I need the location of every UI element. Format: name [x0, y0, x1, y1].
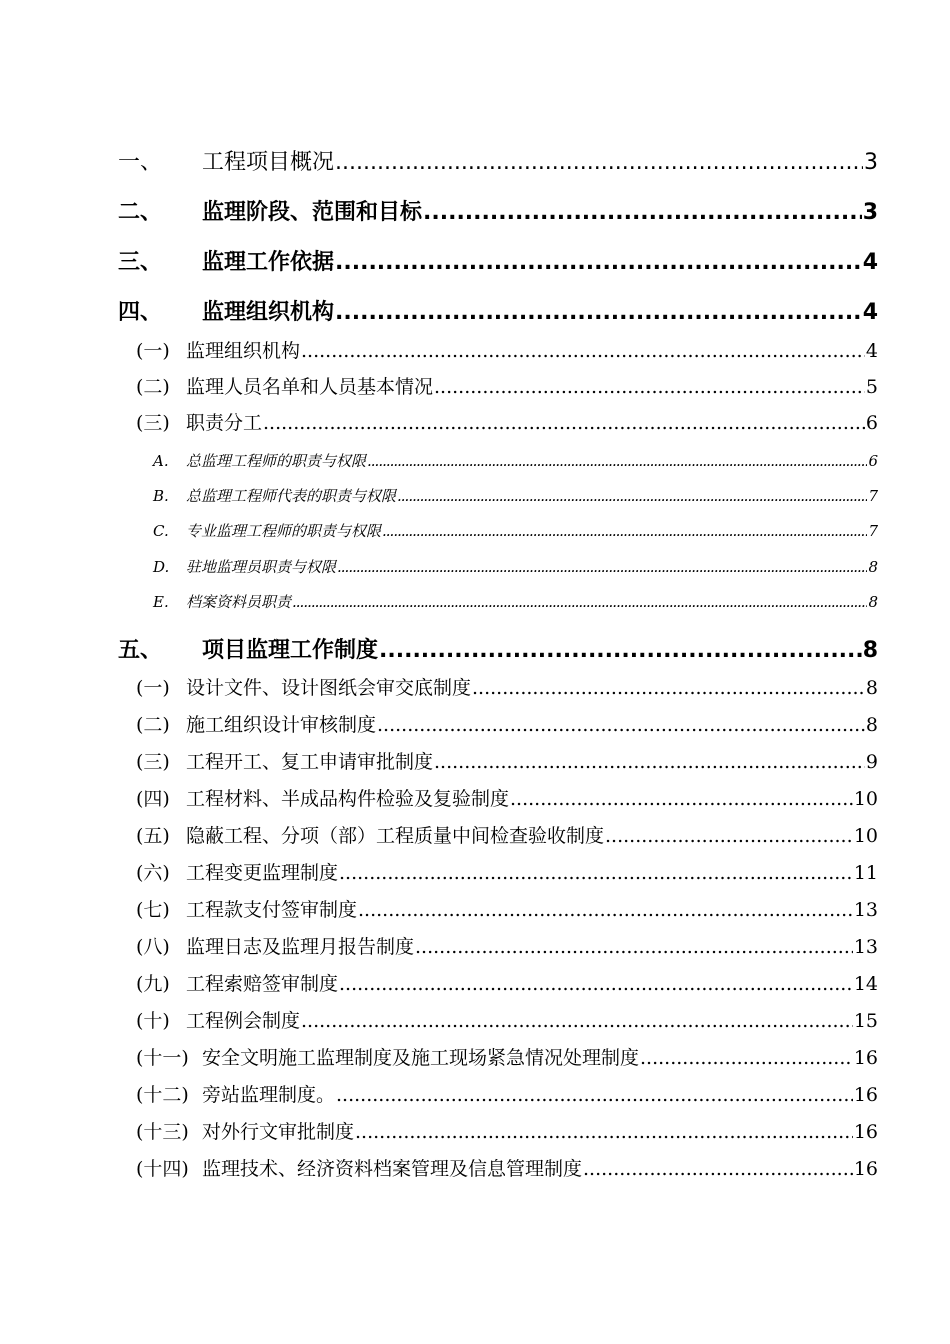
toc-number: 二、	[118, 200, 163, 225]
toc-title: 对外行文审批制度	[202, 1121, 355, 1143]
toc-page-number: 16	[853, 1121, 878, 1143]
toc-entry-5-3[interactable]	[136, 748, 878, 776]
dot-leader	[367, 449, 867, 473]
toc-title: 监理阶段、范围和目标	[202, 200, 423, 225]
toc-page-number: 5	[865, 376, 878, 398]
dot-leader	[335, 248, 862, 278]
dot-leader	[472, 674, 865, 702]
toc-entry-4-3-e[interactable]	[153, 590, 878, 614]
toc-number: (三)	[136, 412, 170, 434]
toc-page-number: 13	[853, 936, 878, 958]
toc-entry-1[interactable]	[118, 148, 878, 178]
toc-number: (十四)	[136, 1158, 189, 1180]
toc-number: 一、	[118, 150, 163, 175]
toc-page-number: 3	[862, 200, 878, 225]
dot-leader	[510, 785, 853, 813]
toc-title: 工程材料、半成品构件检验及复验制度	[186, 788, 510, 810]
dot-leader	[263, 409, 865, 437]
toc-title: 职责分工	[186, 412, 263, 434]
toc-entry-5-1[interactable]	[136, 674, 878, 702]
toc-title: 项目监理工作制度	[202, 638, 379, 663]
toc-page-number: 15	[853, 1010, 878, 1032]
dot-leader	[379, 636, 862, 666]
toc-title: 安全文明施工监理制度及施工现场紧急情况处理制度	[202, 1047, 640, 1069]
dot-leader	[336, 1081, 853, 1109]
dot-leader	[292, 590, 867, 614]
toc-title: 工程项目概况	[202, 150, 335, 175]
toc-page-number: 8	[868, 593, 878, 611]
toc-title: 总监理工程师代表的职责与权限	[186, 487, 397, 505]
toc-entry-4[interactable]	[118, 298, 878, 328]
toc-entry-5-7[interactable]	[136, 896, 878, 924]
toc-number: 五、	[118, 638, 163, 663]
toc-number: (一)	[136, 340, 170, 362]
toc-page-number: 16	[853, 1084, 878, 1106]
dot-leader	[434, 373, 865, 401]
toc-number: (八)	[136, 936, 170, 958]
toc-page-number: 3	[864, 150, 878, 175]
dot-leader	[358, 896, 853, 924]
toc-number: D.	[153, 558, 170, 576]
toc-number: (六)	[136, 862, 170, 884]
dot-leader	[605, 822, 853, 850]
toc-entry-5[interactable]	[118, 636, 878, 666]
dot-leader	[301, 1007, 853, 1035]
toc-number: (九)	[136, 973, 170, 995]
toc-title: 驻地监理员职责与权限	[186, 558, 337, 576]
toc-number: (四)	[136, 788, 170, 810]
dot-leader	[301, 337, 865, 365]
dot-leader	[339, 859, 853, 887]
toc-title: 工程索赔签审制度	[186, 973, 339, 995]
toc-title: 监理组织机构	[186, 340, 301, 362]
toc-page-number: 10	[853, 825, 878, 847]
toc-number: (十二)	[136, 1084, 189, 1106]
toc-number: B.	[153, 487, 169, 505]
dot-leader	[640, 1044, 853, 1072]
toc-entry-5-5[interactable]	[136, 822, 878, 850]
toc-entry-5-8[interactable]	[136, 933, 878, 961]
toc-page-number: 4	[862, 250, 878, 275]
toc-entry-5-12[interactable]	[136, 1081, 878, 1109]
toc-number: (七)	[136, 899, 170, 921]
toc-entry-5-10[interactable]	[136, 1007, 878, 1035]
toc-number: (二)	[136, 714, 170, 736]
toc-title: 监理工作依据	[202, 250, 335, 275]
toc-entry-4-3-b[interactable]	[153, 484, 878, 508]
toc-entry-4-3-a[interactable]	[153, 449, 878, 473]
toc-title: 工程款支付签审制度	[186, 899, 358, 921]
dot-leader	[339, 970, 853, 998]
dot-leader	[423, 198, 862, 228]
toc-title: 监理组织机构	[202, 300, 335, 325]
toc-title: 设计文件、设计图纸会审交底制度	[186, 677, 472, 699]
toc-title: 工程开工、复工申请审批制度	[186, 751, 434, 773]
dot-leader	[335, 298, 862, 328]
toc-number: (二)	[136, 376, 170, 398]
toc-page-number: 6	[868, 452, 878, 470]
toc-title: 监理技术、经济资料档案管理及信息管理制度	[202, 1158, 583, 1180]
toc-page-number: 7	[868, 522, 878, 540]
toc-title: 档案资料员职责	[186, 593, 292, 611]
dot-leader	[583, 1155, 853, 1183]
toc-page-number: 4	[865, 340, 878, 362]
toc-entry-5-2[interactable]	[136, 711, 878, 739]
toc-number: A.	[153, 452, 169, 470]
toc-title: 旁站监理制度。	[202, 1084, 336, 1106]
dot-leader	[377, 711, 865, 739]
toc-entry-4-3-d[interactable]	[153, 555, 878, 579]
dot-leader	[415, 933, 853, 961]
toc-entry-3[interactable]	[118, 248, 878, 278]
toc-title: 施工组织设计审核制度	[186, 714, 377, 736]
toc-page-number: 9	[865, 751, 878, 773]
toc-number: C.	[153, 522, 169, 540]
toc-title: 工程例会制度	[186, 1010, 301, 1032]
toc-entry-4-3[interactable]	[136, 409, 878, 437]
toc-number: 三、	[118, 250, 163, 275]
dot-leader	[335, 148, 863, 178]
toc-title: 工程变更监理制度	[186, 862, 339, 884]
toc-number: (一)	[136, 677, 170, 699]
toc-page-number: 11	[853, 862, 878, 884]
toc-entry-5-6[interactable]	[136, 859, 878, 887]
toc-entry-5-14[interactable]	[136, 1155, 878, 1183]
toc-entry-5-13[interactable]	[136, 1118, 878, 1146]
toc-page-number: 8	[865, 677, 878, 699]
toc-page-number: 8	[865, 714, 878, 736]
toc-title: 专业监理工程师的职责与权限	[186, 522, 382, 540]
toc-entry-4-3-c[interactable]	[153, 519, 878, 543]
dot-leader	[382, 519, 867, 543]
toc-entry-2[interactable]	[118, 198, 878, 228]
toc-entry-4-2[interactable]	[136, 373, 878, 401]
toc-page-number: 16	[853, 1158, 878, 1180]
toc-page-number: 16	[853, 1047, 878, 1069]
toc-page-number: 8	[868, 558, 878, 576]
toc-page-number: 13	[853, 899, 878, 921]
toc-number: (五)	[136, 825, 170, 847]
toc-number: (十三)	[136, 1121, 189, 1143]
toc-title: 总监理工程师的职责与权限	[186, 452, 367, 470]
toc-title: 隐蔽工程、分项（部）工程质量中间检查验收制度	[186, 825, 605, 847]
toc-page-number: 6	[865, 412, 878, 434]
toc-title: 监理日志及监理月报告制度	[186, 936, 415, 958]
dot-leader	[355, 1118, 853, 1146]
toc-page-number: 4	[862, 300, 878, 325]
toc-entry-5-9[interactable]	[136, 970, 878, 998]
dot-leader	[337, 555, 867, 579]
toc-number: (十一)	[136, 1047, 189, 1069]
dot-leader	[397, 484, 867, 508]
toc-entry-5-11[interactable]	[136, 1044, 878, 1072]
toc-number: E.	[153, 593, 169, 611]
toc-title: 监理人员名单和人员基本情况	[186, 376, 434, 398]
toc-page-number: 14	[853, 973, 878, 995]
dot-leader	[434, 748, 865, 776]
toc-page-number: 8	[862, 638, 878, 663]
toc-page-number: 10	[853, 788, 878, 810]
toc-number: 四、	[118, 300, 163, 325]
toc-entry-5-4[interactable]	[136, 785, 878, 813]
toc-number: (十)	[136, 1010, 170, 1032]
toc-number: (三)	[136, 751, 170, 773]
toc-page-number: 7	[868, 487, 878, 505]
toc-entry-4-1[interactable]	[136, 337, 878, 365]
